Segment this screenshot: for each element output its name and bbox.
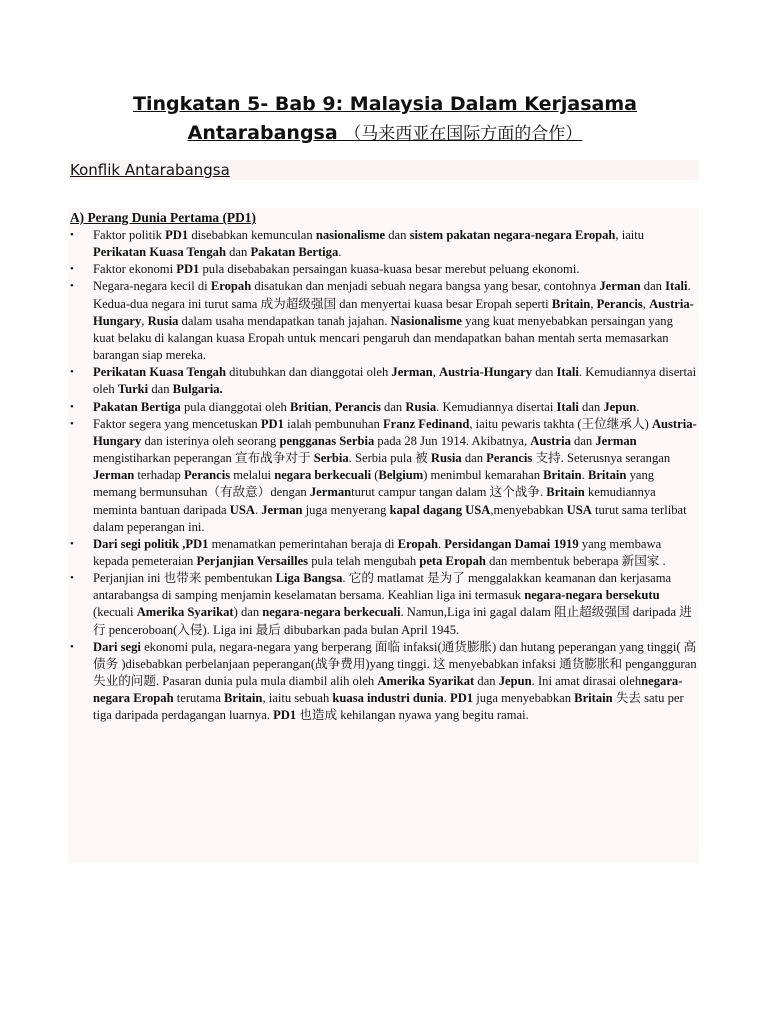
bold-text: Austria-Hungary (93, 296, 694, 328)
bullet-item (68, 399, 699, 416)
bold-text: Britain (546, 485, 585, 500)
sub-heading: A) Perang Dunia Pertama (PD1) (70, 210, 256, 225)
text-run: dan isterinya oleh seorang (141, 433, 280, 448)
bullet-item (68, 416, 699, 536)
text-run: dan (532, 365, 557, 380)
bold-text: Perjanjian Versailles (196, 553, 309, 568)
bold-text: Pakatan Bertiga (250, 245, 339, 260)
bold-text: Austria-Hungary (93, 416, 697, 448)
title-line-1: Tingkatan 5- Bab 9: Malaysia Dalam Kerjasama (133, 93, 637, 115)
bold-text: Amerika Syarikat (377, 674, 475, 689)
text-run: Faktor ekonomi (93, 262, 177, 277)
bold-text: Itali (556, 365, 579, 380)
bold-text: Perancis (183, 468, 231, 483)
text-run: ( (371, 468, 379, 483)
bold-text: Franz Fedinand (382, 416, 470, 431)
bold-text: Serbia (313, 451, 349, 466)
text-run: dan membentuk beberapa 新国家 . (485, 553, 666, 568)
text-run: melalui (230, 468, 275, 483)
bold-text: Jepun (498, 674, 532, 689)
text-run: juga menyebabkan (473, 691, 575, 706)
bullet-item (68, 570, 699, 639)
bullet-dot-icon: • (70, 640, 74, 653)
text-run: Perjanjian ini 也带来 pembentukan (93, 571, 276, 586)
bold-text: Jerman (93, 468, 135, 483)
bold-text: Britian (289, 399, 329, 414)
text-run: , (432, 365, 439, 380)
text-run: juga menyerang (302, 502, 390, 517)
bold-text: Perikatan Kuasa Tengah (93, 365, 226, 380)
bold-text: Jerman (391, 365, 433, 380)
text-run: pula disebabakan persaingan kuasa-kuasa besar merebut peluang ekonomi. (199, 262, 580, 277)
bold-text: Rusia (147, 313, 179, 328)
bold-text: Britain (574, 691, 613, 706)
bold-text: Jerman (261, 502, 303, 517)
section-heading: Konflik Antarabangsa (70, 161, 230, 179)
text-run: kemudiannya meminta bantuan daripada (93, 485, 656, 517)
text-run: dan (570, 433, 596, 448)
bold-text: pengganas Serbia (279, 433, 375, 448)
bold-text: Perancis (334, 399, 381, 414)
bold-text: USA (566, 502, 592, 517)
text-run: ,menyebabkan (490, 502, 567, 517)
bullet-dot-icon: • (70, 280, 74, 293)
text-run: pada 28 Jun 1914. Akibatnya, (374, 433, 531, 448)
text-run: , (590, 296, 597, 311)
text-run: ekonomi pula, negara-negara yang berperang 面临 infaksi(通货膨胀) dan hutang peperangan yang tinggi( 高债务 )disebabkan perbelanjaan peperangan(战争费用)yang tinggi. 这 menyebabkan infaksi 通货膨胀和 pengangguran 失业的问题. Pasaran dunia pula mula diambil alih oleh (93, 639, 697, 689)
text-run: (kecuali (93, 605, 137, 620)
text-run: , (642, 296, 650, 311)
text-run: turut campur tangan dalam 这个战争. (351, 485, 547, 500)
text-run: dan (461, 451, 487, 466)
text-run: dan (148, 382, 173, 397)
bullet-item (68, 261, 699, 278)
text-run: mengistiharkan peperangan 宣布战争对于 (93, 451, 314, 466)
bold-text: Nasionalisme (390, 313, 463, 328)
bold-text: negara-negara berkecuali (262, 605, 401, 620)
text-run: . 它的 matlamat 是为了 menggalakkan keamanan dan kerjasama antarabangsa di samping menjamin keselamatan bersama. Keahlian liga ini termasuk (93, 571, 672, 603)
bold-text: Britain (587, 468, 627, 483)
bold-text: Rusia (430, 451, 462, 466)
bold-text: sistem pakatan negara-negara Eropah (409, 228, 616, 242)
bold-text: Dari segi politik ,PD1 (93, 536, 209, 551)
bold-text: negara-negara bersekutu (524, 588, 660, 603)
bullet-dot-icon: • (70, 263, 74, 276)
bold-text: negara-negara Eropah (93, 674, 683, 706)
bold-text: Rusia (405, 399, 437, 414)
bold-text: Bulgaria. (172, 382, 223, 397)
bold-text: Belgium (378, 468, 424, 483)
text-run: dan (380, 399, 406, 414)
bold-text: Eropah (210, 279, 252, 294)
text-run: . Kemudiannya disertai (436, 399, 557, 414)
bold-text: kuasa industri dunia (332, 691, 444, 706)
text-run: dan (385, 228, 410, 242)
bullet-item (68, 227, 699, 261)
bullet-dot-icon: • (70, 400, 74, 413)
bullet-dot-icon: • (70, 537, 74, 550)
document-title (60, 90, 710, 149)
text-run: . (338, 245, 342, 260)
text-run: , iaitu (615, 228, 645, 242)
text-run: , iaitu pewaris takhta (王位继承人) (469, 416, 652, 431)
text-run: ialah pembunuhan (283, 416, 383, 431)
text-run: Faktor politik (93, 228, 166, 242)
title-chinese: （马来西亚在国际方面的合作） (344, 124, 583, 144)
text-run: ) menimbul kemarahan (423, 468, 544, 483)
bold-text: Perancis (596, 296, 643, 311)
text-run: terhadap (134, 468, 184, 483)
text-run: disatukan dan menjadi sebuah negara bangsa yang besar, contohnya (251, 279, 600, 294)
text-run: . Namun,Liga ini gagal dalam 阻止超级强国 daripada 进行 penceroboan(入侵). Liga ini 最后 dibubarkan pada bulan April 1945. (93, 605, 692, 637)
text-run: . (438, 536, 445, 551)
bullet-list (68, 227, 699, 725)
bold-text: Perancis (486, 451, 533, 466)
text-run: 也造成 kehilangan nyawa yang begitu ramai. (296, 708, 529, 723)
text-run: . Kedua-dua negara ini turut sama 成为超级强国 dan menyertai kuasa besar Eropah seperti (93, 279, 691, 311)
bullet-item (68, 639, 699, 725)
text-run: pula telah mengubah (308, 553, 420, 568)
text-run: disebabkan kemunculan (188, 228, 316, 242)
text-run: dan (578, 399, 604, 414)
bold-text: Jerman (595, 433, 637, 448)
text-run: ) dan (233, 605, 263, 620)
bold-text: PD1 (450, 691, 474, 706)
text-run: yang membawa kepada pemeteraian (93, 536, 662, 568)
bold-text: Eropah (397, 536, 438, 551)
bullet-item (68, 364, 699, 398)
bold-text: PD1 (260, 416, 284, 431)
bold-text: Perikatan Kuasa Tengah (93, 245, 226, 260)
text-run: 支持. Seterusnya serangan (532, 451, 671, 466)
text-run: dan (474, 674, 499, 689)
bullet-dot-icon: • (70, 572, 74, 585)
bold-text: Itali (556, 399, 579, 414)
text-run: terutama (173, 691, 224, 706)
text-run: . (636, 399, 640, 414)
text-run: turut sama terlibat dalam peperangan ini. (93, 502, 687, 534)
text-run: yang kuat menyebabkan persaingan yang kuat belaku di kalangan kuasa Eropah untuk mencari pengaruh dan mendapatkan bahan mentah serta memasarkan barangan siap mereka. (93, 313, 673, 363)
bold-text: PD1 (176, 262, 200, 277)
bold-text: PD1 (273, 708, 297, 723)
title-line-2: Antarabangsa (187, 122, 338, 144)
bold-text: Britain (551, 296, 591, 311)
bold-text: USA (229, 502, 255, 517)
bold-text: nasionalisme (315, 228, 386, 242)
bold-text: Amerika Syarikat (136, 605, 234, 620)
text-run: . Ini amat dirasai oleh (531, 674, 642, 689)
bold-text: PD1 (165, 228, 189, 242)
text-run: Negara-negara kecil di (93, 279, 211, 294)
text-run: dalam usaha mendapatkan tanah jajahan. (178, 313, 391, 328)
text-run: Faktor segera yang mencetuskan (93, 416, 261, 431)
bold-text: Austria-Hungary (438, 365, 533, 380)
text-run: menamatkan pemerintahan beraja di (208, 536, 398, 551)
text-run: dan (640, 279, 666, 294)
bold-text: Jerman (309, 485, 352, 500)
bullet-dot-icon: • (70, 366, 74, 379)
text-run: dan (225, 245, 251, 260)
text-run: . (254, 502, 262, 517)
text-run: yang memang bermunsuhan（有敌意）dengan (93, 468, 655, 500)
bold-text: peta Eropah (419, 553, 486, 568)
bold-text: kapal dagang USA (389, 502, 491, 517)
bold-text: Britain (543, 468, 582, 483)
bullet-item (68, 278, 699, 364)
text-run: , (328, 399, 335, 414)
bold-text: Dari segi (93, 639, 141, 654)
bold-text: Itali (665, 279, 688, 294)
text-run: . (443, 691, 450, 706)
bold-text: Turki (117, 382, 149, 397)
text-run: 失去 satu per tiga daripada perdagangan luarnya. (93, 691, 684, 723)
bullet-dot-icon: • (70, 229, 74, 241)
bold-text: Jerman (599, 279, 641, 294)
text-run: , (141, 313, 148, 328)
text-run: . (581, 468, 588, 483)
text-run: pula dianggotai oleh (180, 399, 290, 414)
bold-text: negara berkecuali (274, 468, 372, 483)
bullet-dot-icon: • (70, 417, 74, 430)
bold-text: Persidangan Damai 1919 (444, 536, 579, 551)
bold-text: Austria (530, 433, 571, 448)
bold-text: Pakatan Bertiga (93, 399, 181, 414)
bold-text: Jepun (603, 399, 637, 414)
bold-text: Britain (223, 691, 263, 706)
text-run: , iaitu sebuah (262, 691, 333, 706)
bold-text: Liga Bangsa (275, 571, 343, 586)
bullet-item (68, 536, 699, 570)
text-run: ditubuhkan dan dianggotai oleh (225, 365, 392, 380)
text-run: . Kemudiannya disertai oleh (93, 365, 697, 397)
text-run: . Serbia pula 被 (348, 451, 431, 466)
